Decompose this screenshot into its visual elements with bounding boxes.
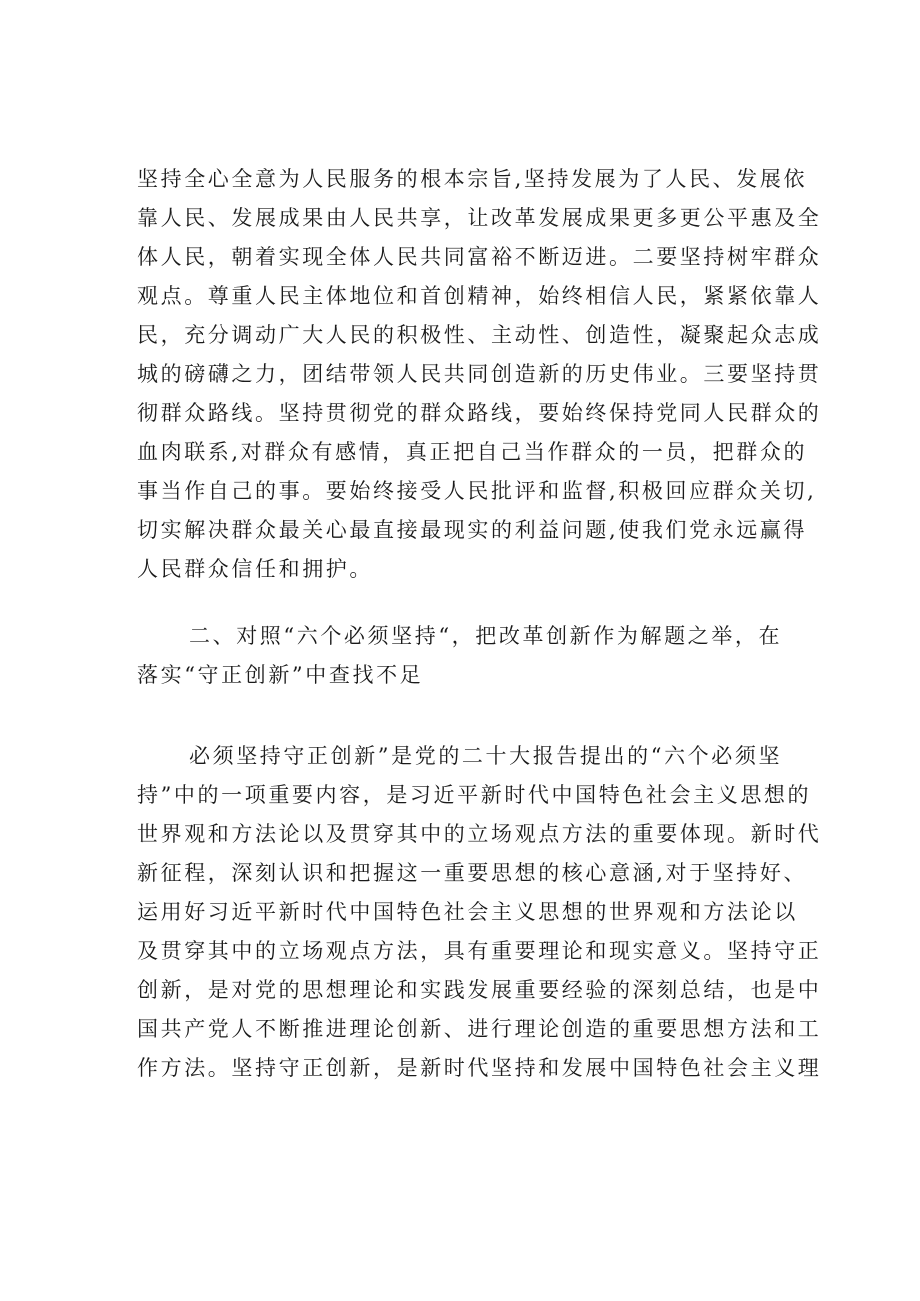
paragraph-line: 新征程，深刻认识和把握这一重要思想的核心意涵,对于坚持好、 [137,861,808,885]
heading-line: 落实“守正创新”中查找不足 [137,663,424,687]
paragraph-innovation [137,737,822,1088]
paragraph-people-centered [137,160,822,589]
paragraph-line: 坚持全心全意为人民服务的根本宗旨,坚持发展为了人民、发展依 [137,167,808,191]
paragraph-line: 民，充分调动广大人民的积极性、主动性、创造性，凝聚起众志成 [137,323,822,347]
paragraph-line: 创新，是对党的思想理论和实践发展重要经验的深刻总结，也是中 [137,978,822,1002]
paragraph-line: 事当作自己的事。要始终接受人民批评和监督,积极回应群众关切, [137,479,817,503]
paragraph-line: 血肉联系,对群众有感情，真正把自己当作群众的一员，把群众的 [137,440,808,464]
paragraph-line: 城的磅礴之力，团结带领人民共同创造新的历史伟业。三要坚持贯 [137,362,822,386]
paragraph-line: 世界观和方法论以及贯穿其中的立场观点方法的重要体现。新时代 [137,822,822,846]
paragraph-line: 国共产党人不断推进理论创新、进行理论创造的重要思想方法和工 [137,1017,822,1041]
paragraph-line: 观点。尊重人民主体地位和首创精神，始终相信人民，紧紧依靠人 [137,284,822,308]
paragraph-line: 人民群众信任和拥护。 [137,557,373,581]
paragraph-line: 必须坚持守正创新”是党的二十大报告提出的“六个必须坚 [189,744,783,768]
paragraph-line: 靠人民、发展成果由人民共享，让改革发展成果更多更公平惠及全 [137,206,822,230]
section-heading-2 [137,617,797,695]
paragraph-line: 及贯穿其中的立场观点方法，具有重要理论和现实意义。坚持守正 [137,939,822,963]
paragraph-line: 体人民，朝着实现全体人民共同富裕不断迈进。二要坚持树牢群众 [137,245,822,269]
paragraph-line: 作方法。坚持守正创新，是新时代坚持和发展中国特色社会主义理 [137,1056,822,1080]
heading-line: 二、对照“六个必须坚持“，把改革创新作为解题之举，在 [189,624,783,648]
paragraph-line: 运用好习近平新时代中国特色社会主义思想的世界观和方法论以 [137,900,798,924]
paragraph-line: 切实解决群众最关心最直接最现实的利益问题,使我们党永远赢得 [137,518,808,542]
paragraph-line: 彻群众路线。坚持贯彻党的群众路线，要始终保持党同人民群众的 [137,401,822,425]
paragraph-line: 持”中的一项重要内容，是习近平新时代中国特色社会主义思想的 [137,783,812,807]
